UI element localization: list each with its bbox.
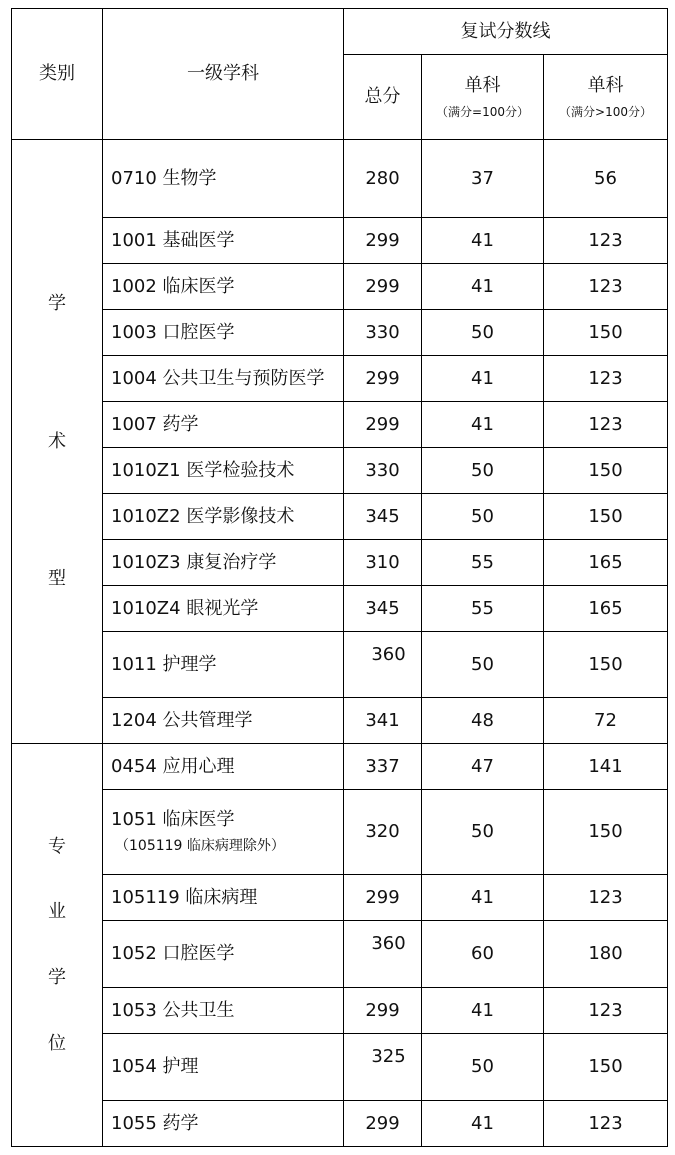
single-100-cell: 47 <box>422 744 544 790</box>
single-over-cell: 180 <box>544 921 668 988</box>
header-single-100-note: （满分=100分） <box>436 104 529 119</box>
single-over-cell: 123 <box>544 356 668 402</box>
single-over-cell: 123 <box>544 875 668 921</box>
single-over-cell: 123 <box>544 264 668 310</box>
table-row <box>12 494 668 540</box>
subject-cell <box>103 790 344 875</box>
total-cell: 280 <box>344 140 422 218</box>
single-100-cell: 41 <box>422 356 544 402</box>
single-100-cell: 41 <box>422 218 544 264</box>
subject-cell: 1055 药学 <box>103 1101 344 1147</box>
subject-cell: 105119 临床病理 <box>103 875 344 921</box>
category-char: 型 <box>48 568 66 590</box>
total-cell: 299 <box>344 1101 422 1147</box>
table-row <box>12 264 668 310</box>
table-row <box>12 356 668 402</box>
table-row <box>12 1034 668 1101</box>
total-cell: 320 <box>344 790 422 875</box>
total-cell: 299 <box>344 875 422 921</box>
single-over-cell: 72 <box>544 698 668 744</box>
total-value: 360 <box>371 643 406 665</box>
subject-cell: 1001 基础医学 <box>103 218 344 264</box>
single-over-cell: 123 <box>544 218 668 264</box>
single-100-cell: 37 <box>422 140 544 218</box>
header-category: 类别 <box>12 9 103 140</box>
subject-note: （105119 临床病理除外） <box>115 838 285 855</box>
single-over-cell: 150 <box>544 494 668 540</box>
subject-cell: 1010Z2 医学影像技术 <box>103 494 344 540</box>
single-over-cell: 123 <box>544 1101 668 1147</box>
total-cell: 330 <box>344 310 422 356</box>
table-row <box>12 540 668 586</box>
subject-cell: 1002 临床医学 <box>103 264 344 310</box>
subject-cell: 1204 公共管理学 <box>103 698 344 744</box>
single-100-cell: 50 <box>422 1034 544 1101</box>
category-char: 专 <box>48 835 66 857</box>
single-over-cell: 150 <box>544 310 668 356</box>
category-char: 位 <box>48 1032 66 1054</box>
subject-cell: 1010Z1 医学检验技术 <box>103 448 344 494</box>
subject-cell: 1007 药学 <box>103 402 344 448</box>
total-cell: 299 <box>344 402 422 448</box>
total-cell: 341 <box>344 698 422 744</box>
category-professional <box>12 744 103 1147</box>
header-single-over-label: 单科 <box>587 75 624 96</box>
subject-cell: 1011 护理学 <box>103 632 344 698</box>
header-retest-group: 复试分数线 <box>344 9 668 55</box>
single-100-cell: 41 <box>422 1101 544 1147</box>
category-char: 学 <box>48 293 66 315</box>
table-row <box>12 586 668 632</box>
total-cell: 310 <box>344 540 422 586</box>
subject-cell: 1052 口腔医学 <box>103 921 344 988</box>
subject-cell: 1004 公共卫生与预防医学 <box>103 356 344 402</box>
total-cell: 330 <box>344 448 422 494</box>
total-value: 325 <box>371 1046 406 1068</box>
subject-cell: 1054 护理 <box>103 1034 344 1101</box>
total-cell <box>344 632 422 698</box>
single-100-cell: 50 <box>422 632 544 698</box>
subject-cell: 1053 公共卫生 <box>103 988 344 1034</box>
single-over-cell: 150 <box>544 1034 668 1101</box>
table-row <box>12 988 668 1034</box>
single-100-cell: 41 <box>422 264 544 310</box>
single-100-cell: 50 <box>422 494 544 540</box>
table-row <box>12 698 668 744</box>
table-row <box>12 402 668 448</box>
total-value: 360 <box>371 933 406 955</box>
single-over-cell: 123 <box>544 988 668 1034</box>
subject-cell: 0454 应用心理 <box>103 744 344 790</box>
single-100-cell: 50 <box>422 790 544 875</box>
header-single-100 <box>422 55 544 140</box>
subject-cell: 0710 生物学 <box>103 140 344 218</box>
table-row <box>12 632 668 698</box>
table-row <box>12 790 668 875</box>
single-over-cell: 165 <box>544 586 668 632</box>
table-row <box>12 448 668 494</box>
category-char: 业 <box>48 901 66 923</box>
single-100-cell: 41 <box>422 875 544 921</box>
single-100-cell: 50 <box>422 310 544 356</box>
total-cell: 345 <box>344 586 422 632</box>
subject-cell: 1003 口腔医学 <box>103 310 344 356</box>
single-over-cell: 165 <box>544 540 668 586</box>
header-total: 总分 <box>344 55 422 140</box>
total-cell: 299 <box>344 988 422 1034</box>
single-over-cell: 150 <box>544 448 668 494</box>
table-row <box>12 140 668 218</box>
single-over-cell: 123 <box>544 402 668 448</box>
single-over-cell: 56 <box>544 140 668 218</box>
single-100-cell: 41 <box>422 988 544 1034</box>
table-row <box>12 875 668 921</box>
total-cell: 299 <box>344 218 422 264</box>
single-100-cell: 55 <box>422 540 544 586</box>
subject-cell: 1010Z4 眼视光学 <box>103 586 344 632</box>
single-100-cell: 41 <box>422 402 544 448</box>
total-cell: 337 <box>344 744 422 790</box>
single-over-cell: 150 <box>544 632 668 698</box>
total-cell: 345 <box>344 494 422 540</box>
table-row <box>12 218 668 264</box>
score-table <box>11 8 668 1147</box>
header-single-over <box>544 55 668 140</box>
category-academic <box>12 140 103 744</box>
category-char: 术 <box>48 430 66 452</box>
category-char: 学 <box>48 967 66 988</box>
header-discipline: 一级学科 <box>103 9 344 140</box>
single-100-cell: 55 <box>422 586 544 632</box>
subject-name: 1051 临床医学 <box>111 808 235 830</box>
single-100-cell: 50 <box>422 448 544 494</box>
single-100-cell: 60 <box>422 921 544 988</box>
subject-cell: 1010Z3 康复治疗学 <box>103 540 344 586</box>
table-row <box>12 744 668 790</box>
total-cell: 299 <box>344 356 422 402</box>
total-cell: 299 <box>344 264 422 310</box>
single-over-cell: 150 <box>544 790 668 875</box>
header-single-over-note: （满分>100分） <box>559 104 652 119</box>
total-cell <box>344 921 422 988</box>
table-row <box>12 1101 668 1147</box>
table-row <box>12 310 668 356</box>
total-cell <box>344 1034 422 1101</box>
single-over-cell: 141 <box>544 744 668 790</box>
table-row <box>12 921 668 988</box>
header-single-100-label: 单科 <box>464 75 501 96</box>
single-100-cell: 48 <box>422 698 544 744</box>
